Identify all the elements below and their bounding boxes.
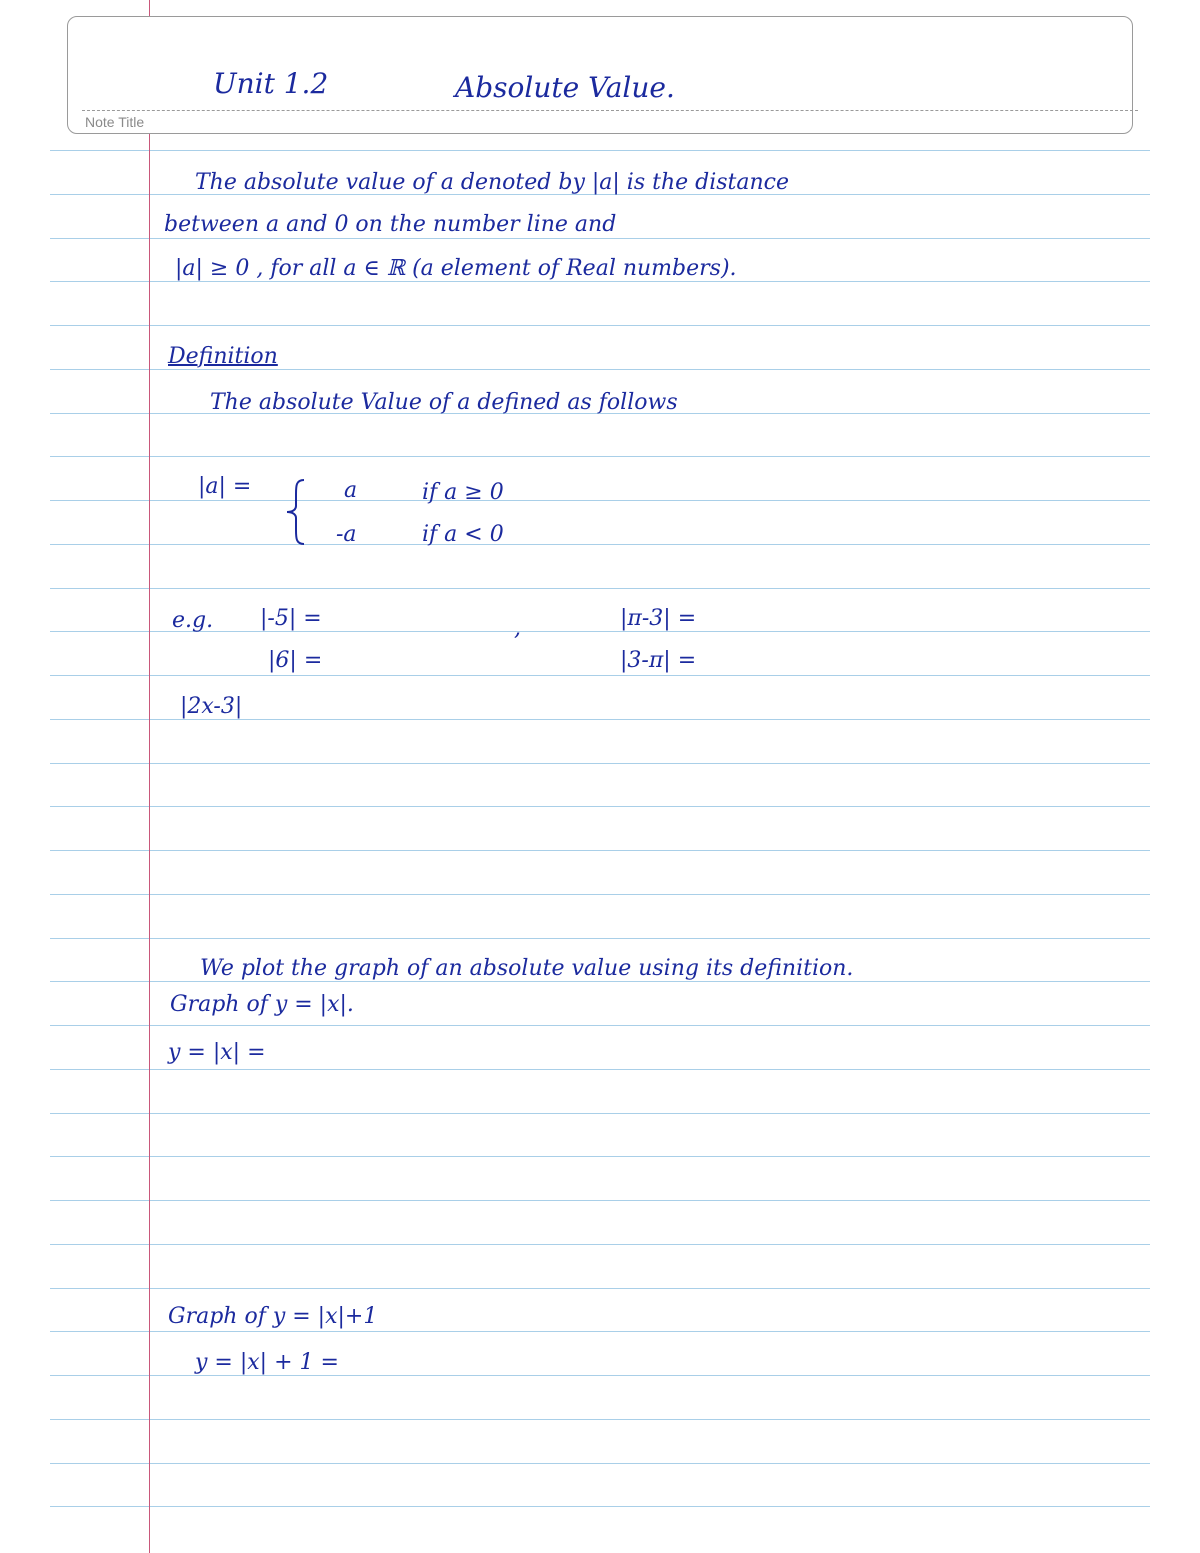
ruled-line [50, 500, 1150, 501]
example-separator: , [514, 616, 521, 641]
intro-line-3: |a| ≥ 0 , for all a ∈ ℝ (a element of Real numbers). [175, 256, 737, 281]
ruled-line [50, 1244, 1150, 1245]
margin-line [149, 0, 150, 1553]
ruled-line [50, 1156, 1150, 1157]
case-1-condition: if a ≥ 0 [422, 480, 504, 505]
graph-1-equation: y = |x| = [168, 1040, 266, 1065]
ruled-line [50, 938, 1150, 939]
curly-brace-icon [284, 478, 306, 546]
ruled-line [50, 238, 1150, 239]
case-2-condition: if a < 0 [422, 522, 504, 547]
ruled-line [50, 281, 1150, 282]
ruled-line [50, 850, 1150, 851]
ruled-line [50, 1113, 1150, 1114]
example-4: |3-π| = [620, 648, 697, 673]
piecewise-lhs: |a| = [198, 474, 252, 499]
ruled-line [50, 588, 1150, 589]
ruled-line [50, 1463, 1150, 1464]
intro-line-1: The absolute value of a denoted by |a| is the distance [195, 170, 790, 195]
ruled-line [50, 456, 1150, 457]
example-2: |π-3| = [620, 606, 697, 631]
note-title-label: Note Title [85, 114, 145, 130]
ruled-line [50, 325, 1150, 326]
title-unit: Unit 1.2 [213, 67, 329, 100]
ruled-line [50, 544, 1150, 545]
ruled-line [50, 763, 1150, 764]
graph-2-title: Graph of y = |x|+1 [168, 1304, 378, 1329]
example-3: |6| = [268, 648, 323, 673]
definition-heading: Definition [168, 344, 278, 369]
ruled-line [50, 894, 1150, 895]
ruled-line [50, 150, 1150, 151]
ruled-line [50, 1331, 1150, 1332]
case-2-value: -a [336, 522, 357, 547]
case-1-value: a [344, 478, 358, 503]
graph-2-equation: y = |x| + 1 = [195, 1350, 339, 1375]
graph-intro: We plot the graph of an absolute value using its definition. [200, 956, 854, 981]
ruled-line [50, 1419, 1150, 1420]
title-divider [82, 110, 1138, 111]
eg-label: e.g. [172, 608, 214, 633]
example-5: |2x-3| [180, 694, 243, 719]
graph-1-title: Graph of y = |x|. [170, 992, 354, 1017]
ruled-line [50, 1025, 1150, 1026]
ruled-line [50, 1506, 1150, 1507]
ruled-line [50, 1200, 1150, 1201]
ruled-line [50, 1288, 1150, 1289]
ruled-line [50, 675, 1150, 676]
ruled-line [50, 1069, 1150, 1070]
ruled-line [50, 631, 1150, 632]
definition-sentence: The absolute Value of a defined as follows [210, 390, 678, 415]
ruled-line [50, 806, 1150, 807]
intro-line-2: between a and 0 on the number line and [164, 212, 617, 237]
ruled-line [50, 1375, 1150, 1376]
example-1: |-5| = [260, 606, 322, 631]
ruled-line [50, 981, 1150, 982]
title-topic: Absolute Value. [455, 71, 675, 104]
